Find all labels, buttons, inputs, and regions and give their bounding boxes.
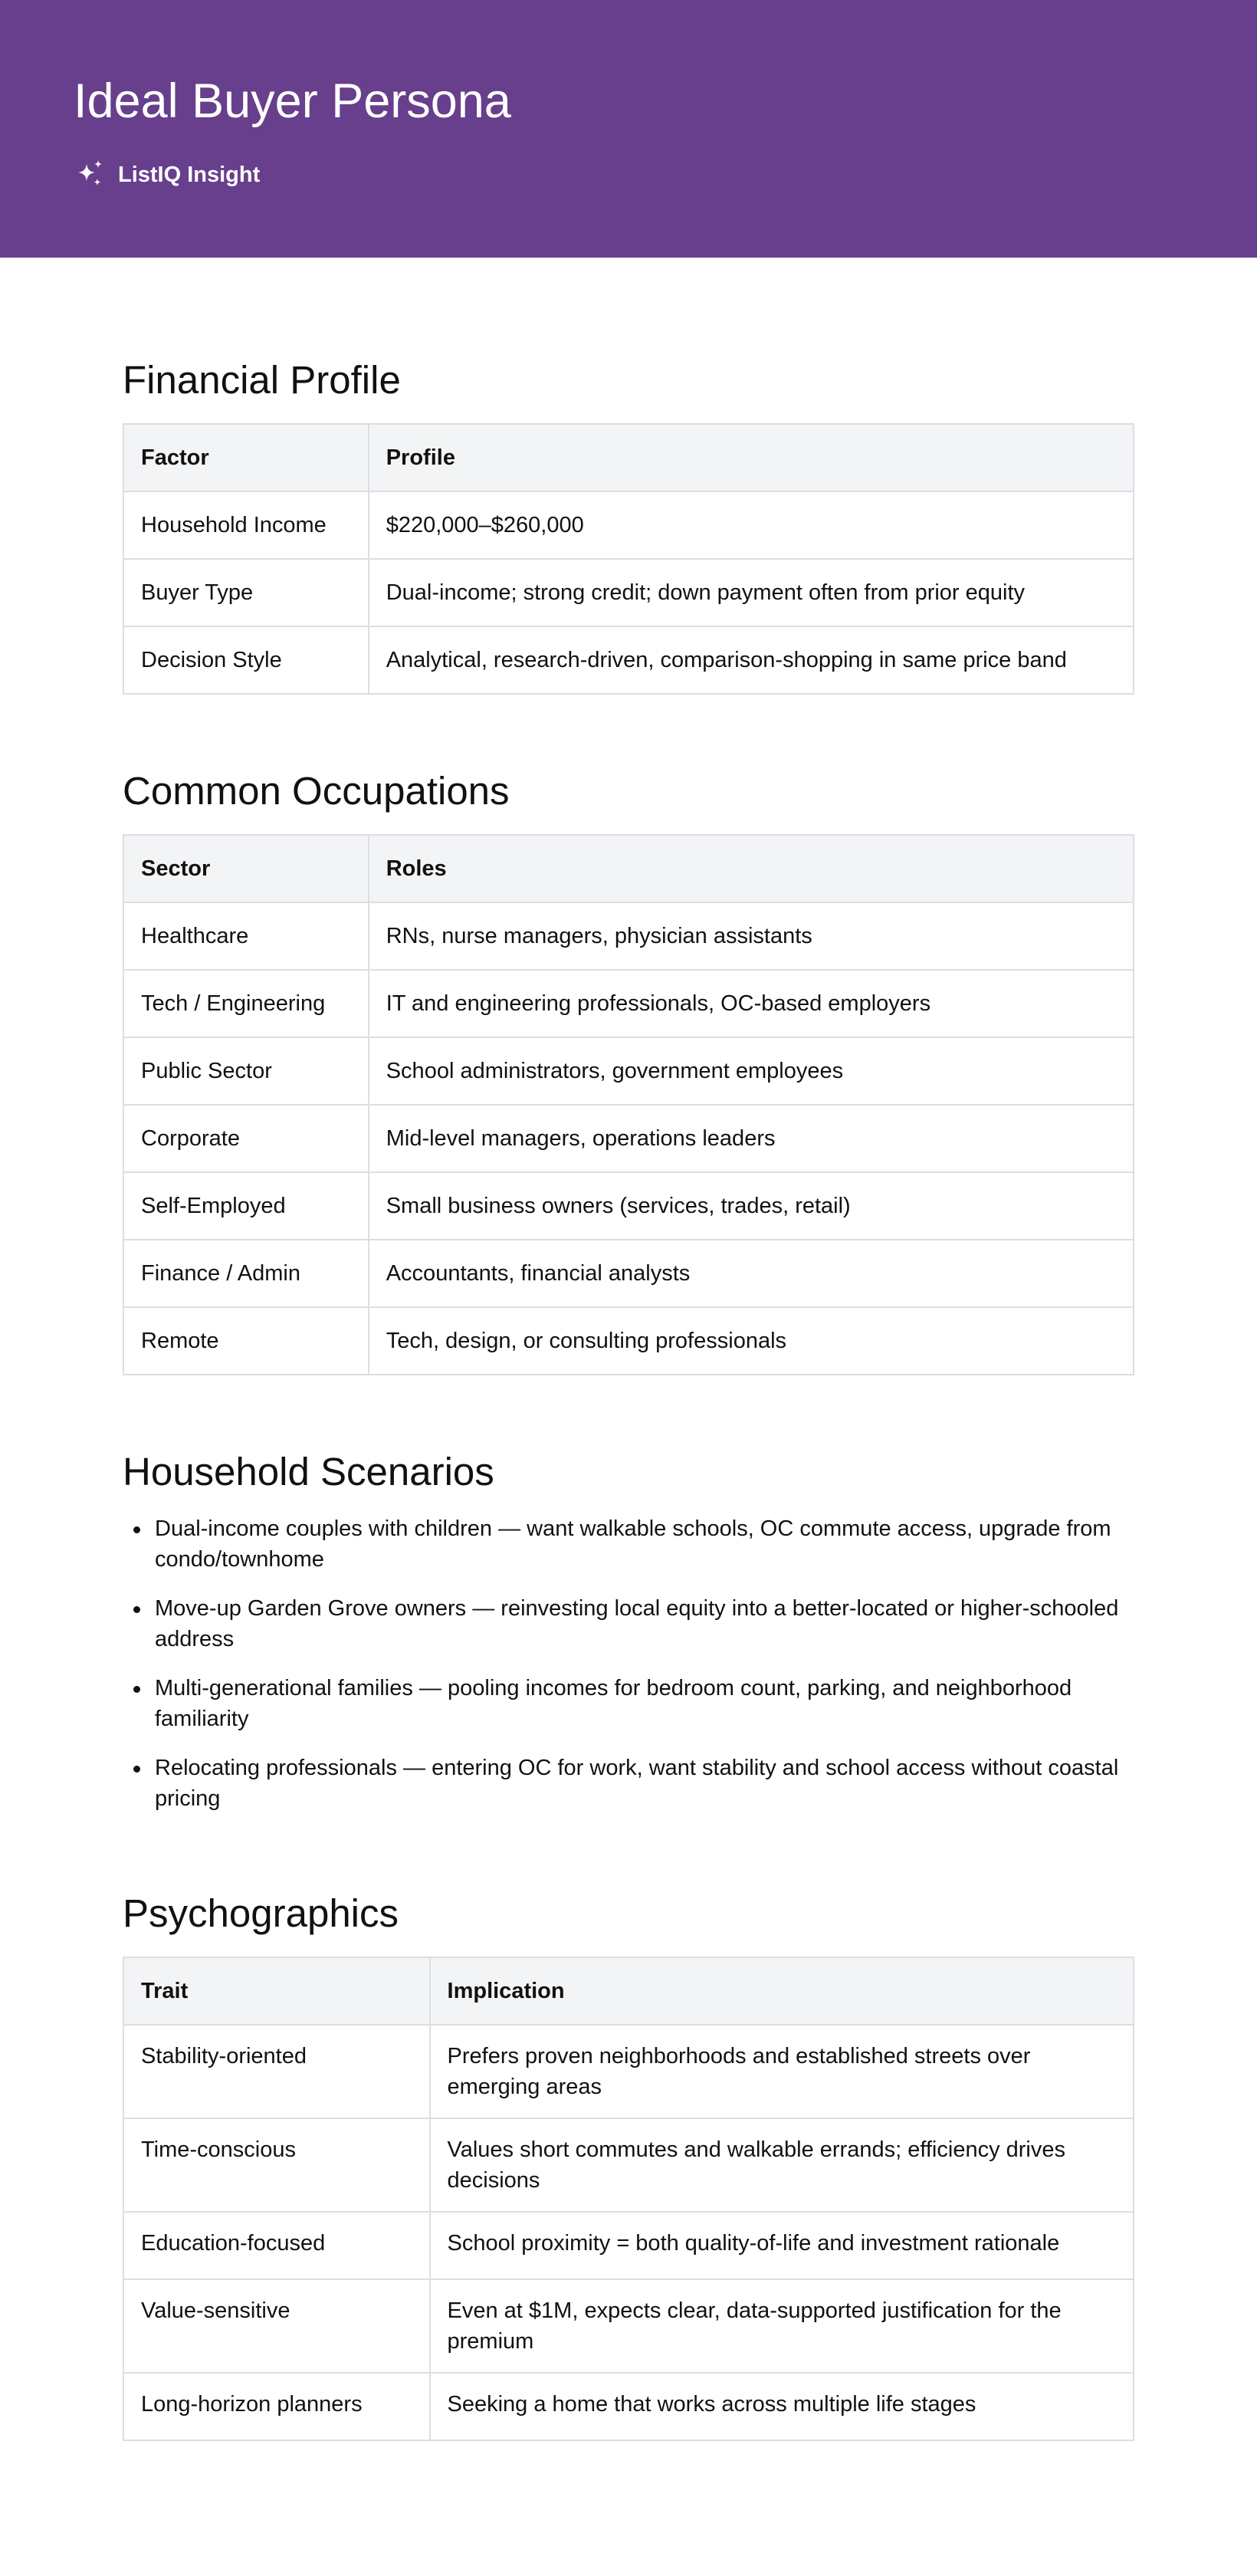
list-item: Dual-income couples with children — want walkable schools, OC commute access, upgrade from condo/townhome [155,1513,1167,1575]
psychographics-table [123,1957,1134,2441]
table-header-row [123,1957,1134,2025]
column-header: Factor [123,424,369,491]
household-scenarios-title: Household Scenarios [123,1450,494,1493]
table-cell: Prefers proven neighborhoods and established streets over emerging areas [430,2025,1134,2118]
table-cell: Finance / Admin [123,1240,369,1307]
table-cell: Buyer Type [123,559,369,626]
table-row [123,559,1134,626]
table-row [123,491,1134,559]
financial-profile-table [123,423,1134,695]
occupations-table [123,834,1134,1375]
household-scenarios-list [123,1513,1167,1832]
table-cell: Healthcare [123,902,369,970]
column-header: Implication [430,1957,1134,2025]
table-cell: Values short commutes and walkable errands; efficiency drives decisions [430,2118,1134,2212]
brand-name: ListIQ Insight [118,162,261,187]
table-cell: RNs, nurse managers, physician assistants [369,902,1134,970]
column-header: Sector [123,835,369,902]
table-cell: Household Income [123,491,369,559]
table-row [123,2025,1134,2118]
table-cell: Mid-level managers, operations leaders [369,1105,1134,1172]
table-cell: Stability-oriented [123,2025,430,2118]
table-cell: Time-conscious [123,2118,430,2212]
page-title: Ideal Buyer Persona [74,74,511,128]
table-row [123,1037,1134,1105]
table-cell: Remote [123,1307,369,1375]
table-row [123,1307,1134,1375]
table-cell: Tech, design, or consulting professionals [369,1307,1134,1375]
table-row [123,2279,1134,2373]
table-cell: Analytical, research-driven, comparison-shopping in same price band [369,626,1134,694]
table-row [123,2118,1134,2212]
list-item: Multi-generational families — pooling incomes for bedroom count, parking, and neighborhood familiarity [155,1673,1167,1734]
table-row [123,970,1134,1037]
table-cell: Public Sector [123,1037,369,1105]
table-cell: Dual-income; strong credit; down payment often from prior equity [369,559,1134,626]
sparkle-icon [74,158,107,192]
table-row [123,1105,1134,1172]
table-cell: Decision Style [123,626,369,694]
page-header [0,0,1257,258]
column-header: Roles [369,835,1134,902]
table-row [123,2212,1134,2279]
table-row [123,1172,1134,1240]
table-cell: Even at $1M, expects clear, data-supported justification for the premium [430,2279,1134,2373]
table-cell: Long-horizon planners [123,2373,430,2440]
table-row [123,626,1134,694]
occupations-title: Common Occupations [123,769,510,813]
table-header-row [123,835,1134,902]
table-cell: Self-Employed [123,1172,369,1240]
psychographics-title: Psychographics [123,1891,399,1935]
table-cell: Accountants, financial analysts [369,1240,1134,1307]
table-cell: School proximity = both quality-of-life and investment rationale [430,2212,1134,2279]
table-row [123,1240,1134,1307]
financial-profile-title: Financial Profile [123,358,401,402]
column-header: Profile [369,424,1134,491]
table-header-row [123,424,1134,491]
column-header: Trait [123,1957,430,2025]
table-cell: $220,000–$260,000 [369,491,1134,559]
table-cell: Seeking a home that works across multiple life stages [430,2373,1134,2440]
table-cell: Corporate [123,1105,369,1172]
table-cell: Education-focused [123,2212,430,2279]
brand [74,156,260,193]
table-row [123,902,1134,970]
table-cell: Tech / Engineering [123,970,369,1037]
list-item: Move-up Garden Grove owners — reinvesting local equity into a better-located or higher-schooled address [155,1593,1167,1654]
table-row [123,2373,1134,2440]
list-item: Relocating professionals — entering OC for work, want stability and school access without coastal pricing [155,1753,1167,1814]
table-cell: Value-sensitive [123,2279,430,2373]
table-cell: School administrators, government employees [369,1037,1134,1105]
table-cell: IT and engineering professionals, OC-based employers [369,970,1134,1037]
table-cell: Small business owners (services, trades, retail) [369,1172,1134,1240]
